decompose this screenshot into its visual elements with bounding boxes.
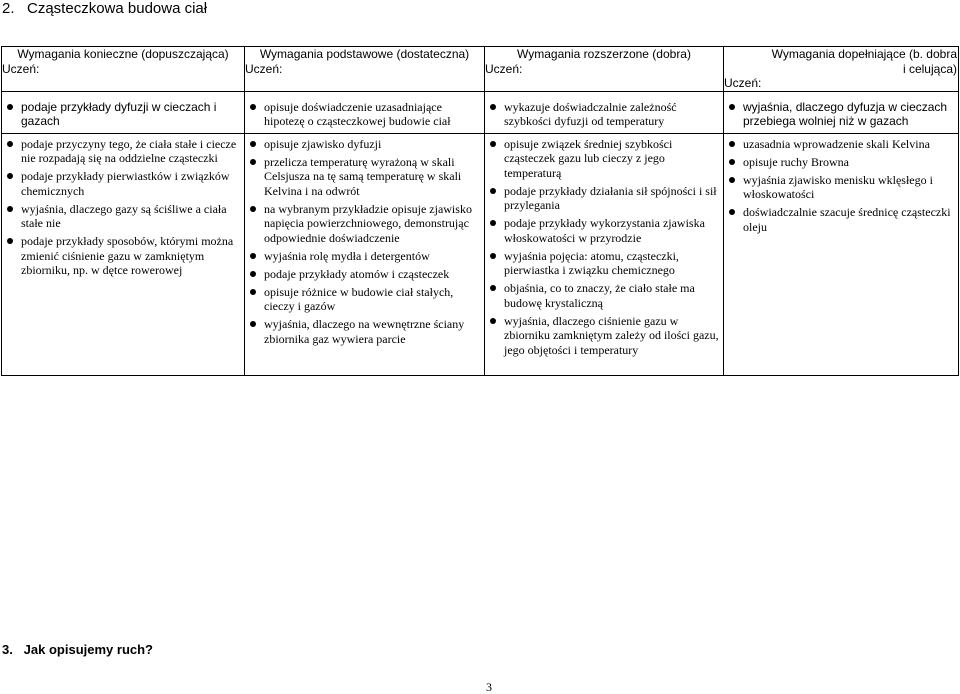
requirement-item: podaje przykłady pierwiastków i związków chemicznych [2,169,244,198]
cell-r1-c4 [724,91,959,133]
cell-r2-c3 [485,133,724,375]
next-section-title: 3. Jak opisujemy ruch? [2,642,153,657]
cell-r1-c1 [2,91,245,133]
cell-r2-c4 [724,133,959,375]
requirement-item: opisuje doświadczenie uzasadniające hipotezę o cząsteczkowej budowie ciał [245,100,484,129]
requirement-item: wyjaśnia, dlaczego gazy są ściśliwe a ciała stałe nie [2,202,244,231]
requirement-item: wyjaśnia, dlaczego na wewnętrzne ściany zbiornika gaz wywiera parcie [245,317,484,346]
cell-r2-c1 [2,133,245,375]
cell-r1-c2 [245,91,485,133]
requirement-item: objaśnia, co to znaczy, że ciało stałe ma budowę krystaliczną [485,281,723,310]
requirement-item: doświadczalnie szacuje średnicę cząsteczki oleju [724,205,958,234]
column-header-2: Wymagania podstawowe (dostateczna) Uczeń: [245,47,485,92]
requirement-item: podaje przykłady atomów i cząsteczek [245,267,484,282]
cell-r1-c3 [485,91,724,133]
column-header-1: Wymagania konieczne (dopuszczająca) Uczeń: [2,47,245,92]
requirement-item: wykazuje doświadczalnie zależność szybkości dyfuzji od temperatury [485,100,723,129]
requirement-item: na wybranym przykładzie opisuje zjawisko napięcia powierzchniowego, demonstrując odpowiednie doświadczenie [245,202,484,246]
requirement-item: wyjaśnia pojęcia: atomu, cząsteczki, pierwiastka i związku chemicznego [485,249,723,278]
requirement-item: podaje przykłady działania sił spójności i sił przylegania [485,184,723,213]
requirement-item: podaje przykłady dyfuzji w cieczach i gazach [2,100,244,129]
requirement-item: przelicza temperaturę wyrażoną w skali Celsjusza na tę samą temperaturę w skali Kelvina i na odwrót [245,155,484,199]
requirement-item: opisuje związek średniej szybkości cząsteczek gazu lub cieczy z jego temperaturą [485,137,723,181]
cell-r2-c2 [245,133,485,375]
page-number: 3 [486,680,492,694]
requirement-item: podaje przykłady wykorzystania zjawiska włoskowatości w przyrodzie [485,216,723,245]
requirement-item: opisuje różnice w budowie ciał stałych, cieczy i gazów [245,285,484,314]
requirements-table [1,46,959,376]
requirement-item: opisuje zjawisko dyfuzji [245,137,484,152]
column-header-4: Wymagania dopełniające (b. dobra i celująca) Uczeń: [724,47,957,90]
requirement-item: podaje przyczyny tego, że ciała stałe i ciecze nie rozpadają się na oddzielne cząsteczki [2,137,244,166]
requirement-item: wyjaśnia zjawisko menisku wklęsłego i włoskowatości [724,173,958,202]
requirement-item: wyjaśnia, dlaczego dyfuzja w cieczach przebiega wolniej niż w gazach [724,100,958,129]
column-header-3: Wymagania rozszerzone (dobra) Uczeń: [485,47,724,92]
requirement-item: opisuje ruchy Browna [724,155,958,170]
requirement-item: podaje przykłady sposobów, którymi można zmienić ciśnienie gazu w zamkniętym zbiorniku, np. w dętce rowerowej [2,234,244,278]
requirements-row-1 [2,91,959,133]
requirements-row-2 [2,133,959,375]
requirement-item: uzasadnia wprowadzenie skali Kelvina [724,137,958,152]
header-row [2,47,959,92]
requirement-item: wyjaśnia, dlaczego ciśnienie gazu w zbiorniku zamkniętym zależy od ilości gazu, jego objętości i temperatury [485,314,723,358]
section-title: 2. Cząsteczkowa budowa ciał [2,0,208,17]
requirement-item: wyjaśnia rolę mydła i detergentów [245,249,484,264]
